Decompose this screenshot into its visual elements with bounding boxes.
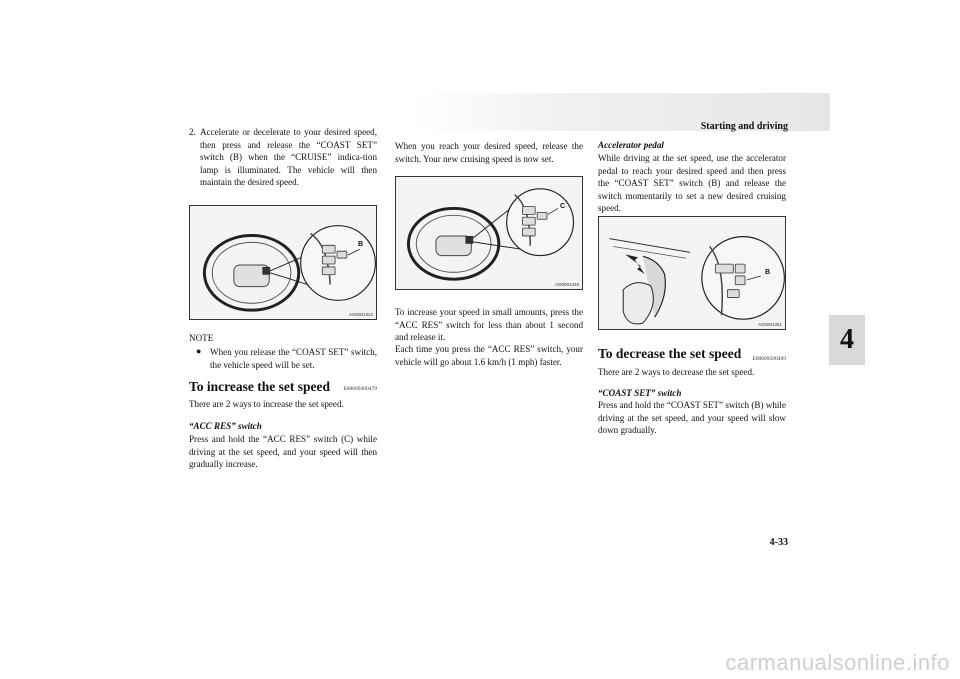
subheading-acc-res: “ACC RES” switch (189, 421, 262, 431)
figure-acc-res-switch (395, 176, 583, 290)
acc-res-body: Press and hold the “ACC RES” switch (C) while driving at the set speed, and your speed will then gradually increase. (189, 434, 377, 470)
page-header-title: Starting and driving (700, 121, 788, 132)
page-number: 4-33 (769, 537, 788, 548)
watermark: carmanualsonline.info (725, 650, 950, 675)
figure-code: AG0001322 (348, 312, 373, 317)
figure-code: AG0001348 (554, 282, 579, 287)
step-text: Accelerate or decelerate to your desired speed, then press and release the “COAST SET” switch (B) when the “CRUISE” indica-tion lamp is illuminated. The vehicle will then maintain the desired speed. (200, 127, 377, 188)
heading-code: E00609500409 (752, 356, 786, 362)
col2-intro: When you reach your desired speed, release the switch. Your new cruising speed is now set. (395, 141, 583, 164)
heading-code: E00609400479 (343, 386, 377, 392)
steering-wheel-illustration (190, 206, 376, 319)
subheading-accelerator-pedal: Accelerator pedal (598, 140, 664, 150)
coast-set-body: Press and hold the “COAST SET” switch (B) while driving at the set speed, and your speed will slow down gradually. (598, 400, 786, 436)
pedal-and-switch-illustration (599, 217, 785, 329)
note-label: NOTE (189, 333, 214, 343)
note-text: When you release the “COAST SET” switch, the vehicle speed will be set. (210, 347, 377, 370)
steering-wheel-illustration (396, 177, 582, 289)
figure-code: AG0001351 (757, 322, 782, 327)
col2-body-small-amounts: To increase your speed in small amounts, press the “ACC RES” switch for less than about 1 second and release it. (395, 307, 583, 343)
decrease-intro: There are 2 ways to decrease the set speed. (598, 367, 755, 377)
chapter-number: 4 (840, 324, 854, 355)
accelerator-pedal-body: While driving at the set speed, use the accelerator pedal to reach your desired speed and then press the “COAST SET” switch (B) and release the switch momentarily to set a new desired cruising speed. (598, 153, 786, 214)
heading-decrease: To decrease the set speed (598, 346, 742, 361)
figure-label-c: C (560, 203, 566, 210)
figure-accelerator-pedal (598, 216, 786, 330)
bullet-icon: ● (196, 346, 202, 356)
note-item (196, 346, 377, 371)
figure-label-b: B (765, 269, 771, 276)
col2-body-each-time: Each time you press the “ACC RES” switch, your vehicle will go about 1.6 km/h (1 mph) faster. (395, 344, 583, 367)
heading-increase: To increase the set speed (189, 379, 330, 394)
step-2 (189, 126, 377, 189)
figure-label-b: B (358, 241, 364, 248)
subheading-coast-set: “COAST SET” switch (598, 388, 682, 398)
figure-coast-set-switch (189, 205, 377, 320)
step-number: 2. (189, 127, 196, 137)
increase-intro: There are 2 ways to increase the set speed. (189, 399, 344, 409)
